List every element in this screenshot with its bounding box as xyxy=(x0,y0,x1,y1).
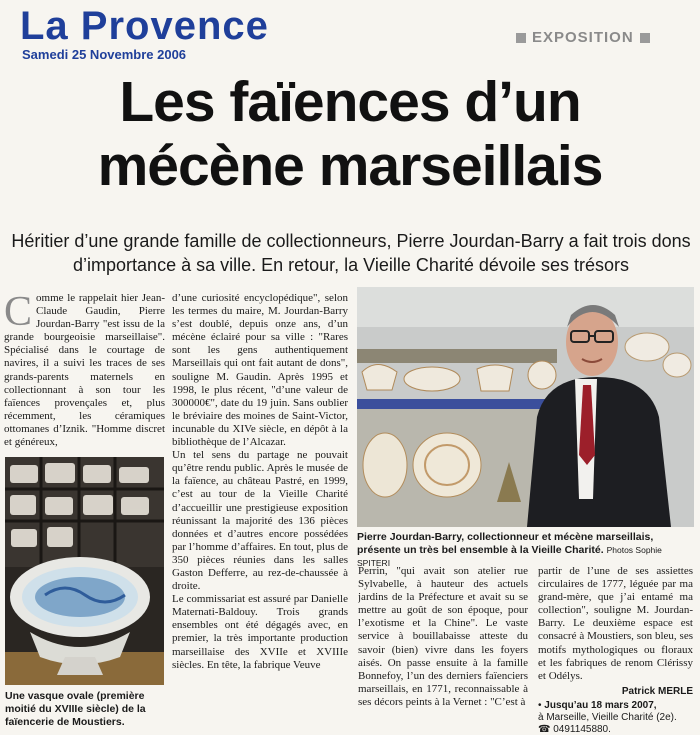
photo-credit: Photos Sophie SPITERI xyxy=(357,545,662,568)
headline-line-2: mécène marseillais xyxy=(97,134,603,198)
publication-date: Samedi 25 Novembre 2006 xyxy=(22,47,187,62)
info-phone: 0491145880. xyxy=(553,723,611,735)
vase-caption: Une vasque ovale (première moitié du XVIIIe siècle) de la faïencerie de Moustiers. xyxy=(5,690,146,728)
drop-cap: C xyxy=(4,292,33,335)
info-place: à Marseille, Vieille Charité (2e). xyxy=(538,711,677,723)
headline xyxy=(0,70,700,198)
vase-photo xyxy=(5,457,164,685)
article-column-1 xyxy=(4,292,165,452)
bullet-icon: • xyxy=(538,699,545,711)
column-4-text: partir de l’une de ses assiettes circulaires de 1777, léguée par ma grand-mère, que j’ai entamé ma collection", souligne M. Jourdan-Barry. Le deuxième espace est consacré à Moustiers, son bleu, ses motifs mythologiques ou floraux et les fabriques de renom Clérissy et Odélys. xyxy=(538,565,693,682)
square-bullet-icon xyxy=(640,33,650,43)
section-label xyxy=(516,29,650,46)
column-2-paragraph-2: Un tel sens du partage ne pouvait qu’être rendu public. Après le musée de la faïence, au château Pastré, en 1999, c’est au tour de la Vieille Charité d’accueillir une prestigieuse exposition réunissant la majorité des 136 pièces données et d’autres encore possédées par l’homme d’affaires. En tout, plus de 350 pièces réunies dans les salles Gaston Defferre, au rez-de-chaussée à droite. xyxy=(172,449,348,593)
headline-line-1: Les faïences d’un xyxy=(119,70,581,134)
masthead-title: La Provence xyxy=(20,4,269,48)
article-column-2 xyxy=(172,292,348,730)
practical-info xyxy=(538,700,693,735)
portrait-caption-text: Pierre Jourdan-Barry, collectionneur et mécène marseillais, présente un très bel ensemble à la Vieille Charité. xyxy=(357,531,654,556)
column-2-paragraph-3: Le commissariat est assuré par Danielle Maternati-Baldouy. Trois grands ensembles ont été dégagés avec, en premier, la très importante production marseillaise des XVIIe et XVIIIe siècles. En tête, la fabrique Veuve xyxy=(172,593,348,671)
phone-icon: ☎ xyxy=(538,723,551,735)
info-dates: Jusqu’au 18 mars 2007, xyxy=(544,699,657,711)
article-column-4 xyxy=(538,565,693,735)
column-3-text: Perrin, "qui avait son atelier rue Sylvabelle, à hauteur des actuels jardins de la Préfecture et avait su se mettre au goût de son époque, pour l’exotisme et la Chine". Le vaste service à bouillabaisse atteste du savoir (bien) vivre dans les foyers aisés. On passe ensuite à la famille Bonnefoy, l’un des derniers faïenciers marseillais, en 1771, reconnaissable à ses décors peints à la Vernet : "C’est à xyxy=(358,565,528,708)
article-column-3 xyxy=(358,565,528,731)
section-text: EXPOSITION xyxy=(532,29,634,46)
author-signature: Patrick MERLE xyxy=(621,685,693,697)
portrait-photo xyxy=(357,287,694,527)
standfirst: Héritier d’une grande famille de collectionneurs, Pierre Jourdan-Barry a fait trois dons d’importance à sa ville. En retour, la Vieille Charité dévoile ses trésors xyxy=(11,231,691,275)
column-2-paragraph-1: d’une curiosité encyclopédique", selon les termes du maire, M. Jourdan-Barry s’est doublé, depuis onze ans, d’un mécène éclairé pour sa ville : "Rares sont les gens authentiquement Marseillais qui ont fait autant de dons", souligne M. Gaudin. Après 1995 et 1998, le plus récent, "d’une valeur de 300000€", date du 19 juin. Sans oublier le bréviaire des moines de Saint-Victor, incunable du XIVe siècle, en dépôt à la bibliothèque de l’Alcazar. xyxy=(172,292,348,449)
square-bullet-icon xyxy=(516,33,526,43)
column-1-text: omme le rappelait hier Jean-Claude Gaudin, Pierre Jourdan-Barry "est issu de la grande bourgeoisie marseillaise". Spécialisé dans le courtage de navires, il a suivi les traces de ses grands-parents maternels en collectionnant à son tour les faïences provençales et, plus récemment, les céramiques ottomanes d’Iznik. "Homme discret et généreux, xyxy=(4,292,165,449)
